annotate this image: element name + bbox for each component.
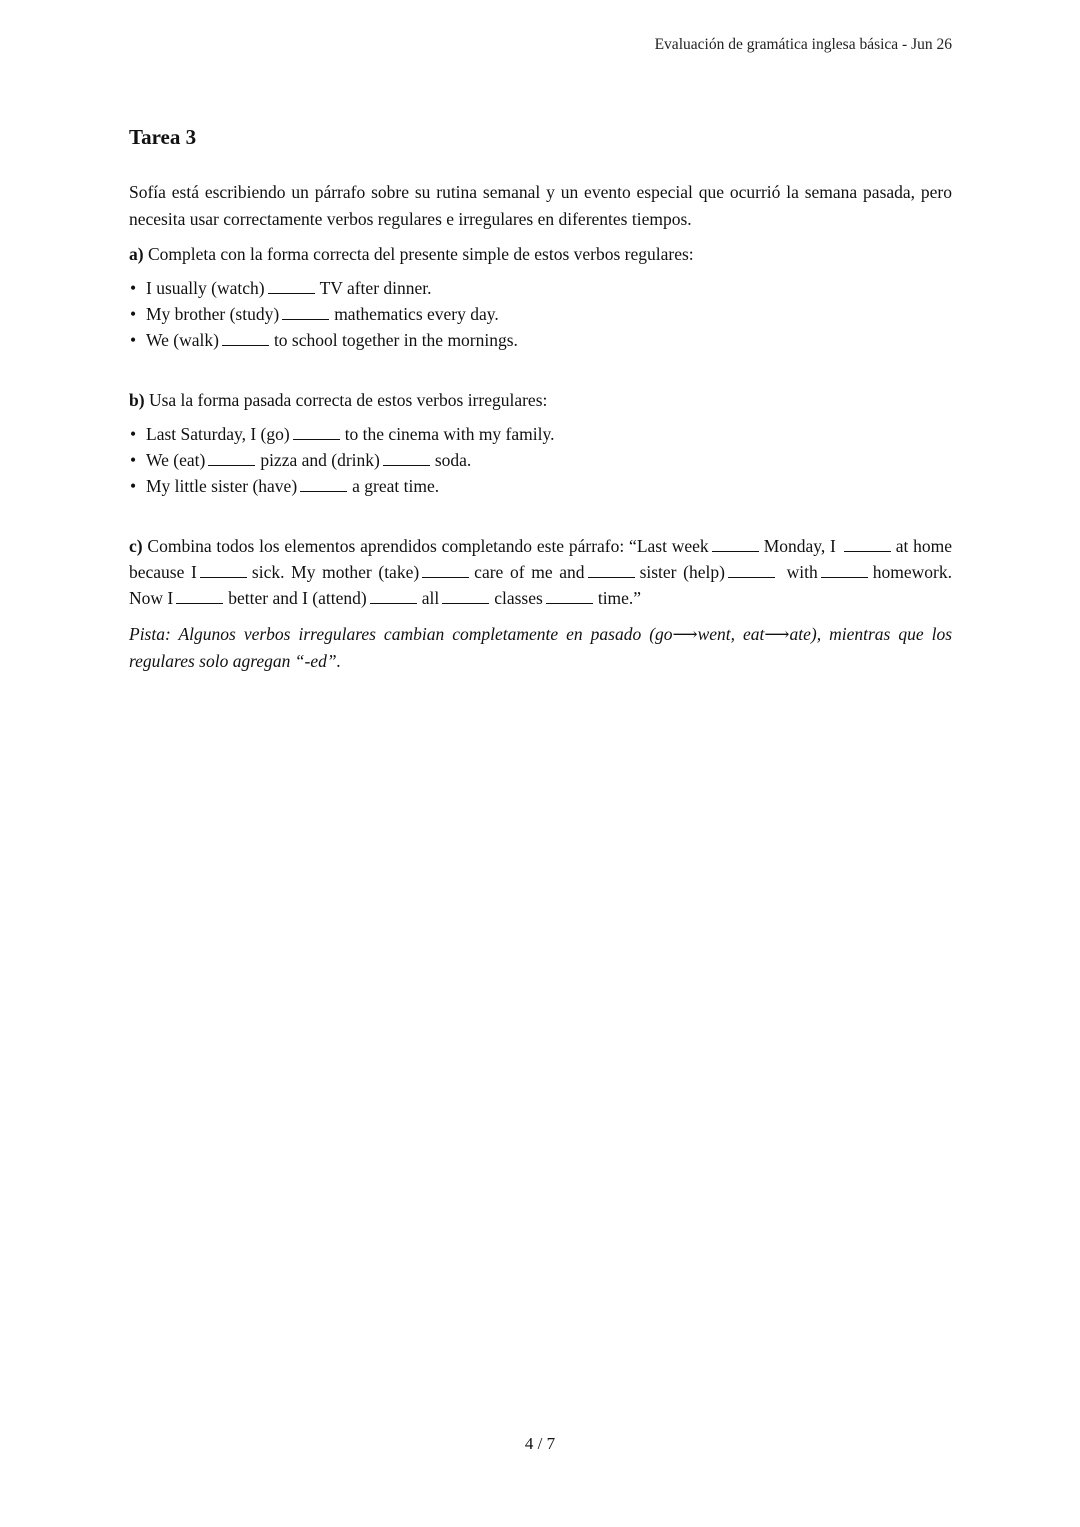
item-text: We (eat) — [146, 450, 206, 470]
item-text: a great time. — [352, 476, 440, 496]
list-item — [129, 473, 952, 499]
paragraph-text: homework. Now I — [129, 562, 953, 608]
item-text: mathematics every day. — [334, 304, 499, 324]
paragraph-text: time.” — [597, 588, 642, 608]
answer-blank[interactable] — [442, 602, 489, 604]
section-a-letter: a) — [129, 244, 144, 264]
paragraph-text: at home because I — [129, 536, 953, 582]
paragraph-text: Monday, I — [763, 536, 836, 556]
section-b-list — [129, 421, 952, 499]
paragraph-text: with — [786, 562, 818, 582]
item-text: My little sister (have) — [146, 476, 298, 496]
list-item — [129, 327, 952, 353]
answer-blank[interactable] — [546, 602, 593, 604]
answer-blank[interactable] — [588, 576, 635, 578]
paragraph-text: care of me and — [474, 562, 585, 582]
section-c — [129, 533, 952, 674]
paragraph-text: classes — [494, 588, 543, 608]
task-intro: Sofía está escribiendo un párrafo sobre su rutina semanal y un evento especial que ocurrió la semana pasada, pero necesita usar correctamente verbos regulares e irregulares en diferentes tiempos. — [129, 182, 952, 229]
list-item — [129, 447, 952, 473]
answer-blank[interactable] — [200, 576, 247, 578]
list-item — [129, 421, 952, 447]
item-text: Last Saturday, I (go) — [146, 424, 290, 444]
paragraph-text: sister (help) — [639, 562, 725, 582]
section-b-prompt — [129, 387, 952, 413]
task-title: Tarea 3 — [129, 125, 197, 149]
section-b-prompt-text: Usa la forma pasada correcta de estos verbos irregulares: — [148, 390, 548, 410]
answer-blank[interactable] — [282, 318, 329, 320]
task-content — [129, 124, 952, 674]
section-c-paragraph — [129, 533, 952, 611]
section-a — [129, 241, 952, 353]
item-text: pizza and (drink) — [260, 450, 380, 470]
section-a-list — [129, 275, 952, 353]
answer-blank[interactable] — [293, 438, 340, 440]
answer-blank[interactable] — [712, 550, 759, 552]
header-title: Evaluación de gramática inglesa básica - Jun 26 — [654, 36, 952, 53]
answer-blank[interactable] — [300, 490, 347, 492]
answer-blank[interactable] — [821, 576, 868, 578]
answer-blank[interactable] — [844, 550, 891, 552]
document-header — [0, 36, 952, 54]
section-b-letter: b) — [129, 390, 145, 410]
section-a-prompt-text: Completa con la forma correcta del presente simple de estos verbos regulares: — [147, 244, 694, 264]
paragraph-text: Combina todos los elementos aprendidos completando este párrafo: “Last week — [147, 536, 709, 556]
paragraph-text: sick. My mother (take) — [251, 562, 420, 582]
list-item — [129, 301, 952, 327]
section-c-letter: c) — [129, 536, 143, 556]
item-text: to the cinema with my family. — [344, 424, 555, 444]
answer-blank[interactable] — [728, 576, 775, 578]
page-number: 4 / 7 — [524, 1434, 556, 1453]
answer-blank[interactable] — [370, 602, 417, 604]
item-text: to school together in the mornings. — [273, 330, 518, 350]
section-a-prompt — [129, 241, 952, 267]
item-text: soda. — [434, 450, 472, 470]
item-text: My brother (study) — [146, 304, 280, 324]
hint-text: Pista: Algunos verbos irregulares cambian completamente en pasado (go⟶went, eat⟶ate), mientras que los regulares solo agregan “-ed”. — [129, 624, 952, 671]
answer-blank[interactable] — [268, 292, 315, 294]
answer-blank[interactable] — [176, 602, 223, 604]
item-text: I usually (watch) — [146, 278, 265, 298]
paragraph-text: all — [421, 588, 440, 608]
item-text: We (walk) — [146, 330, 219, 350]
item-text: TV after dinner. — [319, 278, 432, 298]
list-item — [129, 275, 952, 301]
section-b — [129, 387, 952, 499]
answer-blank[interactable] — [422, 576, 469, 578]
answer-blank[interactable] — [222, 344, 269, 346]
answer-blank[interactable] — [208, 464, 255, 466]
paragraph-text: better and I (attend) — [228, 588, 367, 608]
answer-blank[interactable] — [383, 464, 430, 466]
